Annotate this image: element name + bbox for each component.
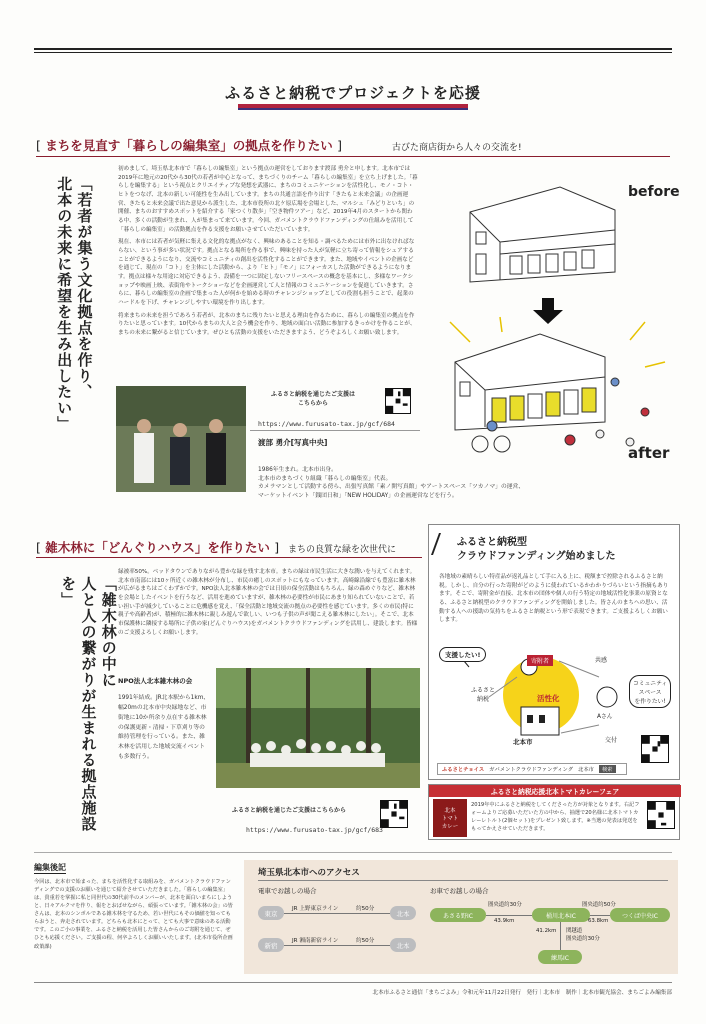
- city-search-label: 北本市: [578, 767, 594, 773]
- team-photo: [116, 386, 246, 492]
- person-bio: [258, 466, 678, 501]
- section1-paragraph: 初めまして。埼玉県北本市で「暮らしの編集室」という拠点の運営をしております渡部 勇介と申します。北本市では2019年に地元の20代から30代の若者が中心となって、まちづくりのチーム「暮らしの編集室」を立ち上げました。「暮らしを編集する」という視点とクリエイティブな発想を武器に、まちのコミュニケーションを活性化し、モノ・コト・ヒトをつなげ、北本の新しい可能性を生み出しています。まちの共通言語を作り出す「きたもと未来会議」の企画運営、きたもと未来会議で出た意見から派生した、北本市役所の北ケ原広場を会場とした、マルシェ「みどりといち」の開催、まちのおすすめスポットを紹介する「家つくり散歩」「空き物件ツアー」など、2019年4月のスタートから関わる中、多くの活動が生まれ、人が集まって来ています。今回、ガバメントクラウドファンディングの仕組みを活用して「暮らしの編集室」の活動拠点を作る支援をお願いさせていただいています。: [118, 166, 418, 233]
- page-title: ふるさと納税でプロジェクトを応援: [225, 84, 481, 102]
- section1-body: [118, 165, 418, 375]
- tomato-curry-image: 北本 トマト カレー: [433, 799, 467, 837]
- before-after-illustration: [440, 172, 680, 472]
- section1-url[interactable]: https://www.furusato-tax.jp/gcf/684: [258, 420, 395, 428]
- qr-code-tomato[interactable]: [647, 801, 675, 829]
- section2-catchphrase: [58, 576, 119, 836]
- activation-label: 活性化: [537, 694, 560, 703]
- car-line: [590, 915, 610, 916]
- grant-label: 交付: [605, 737, 618, 744]
- before-label: before: [628, 184, 680, 200]
- crowdfunding-box: [428, 524, 680, 780]
- qr-code-683[interactable]: [380, 800, 408, 828]
- car-time-right: 圏央道約50分: [582, 902, 616, 908]
- title-underline-navy: [238, 108, 468, 110]
- furusato-label: ふるさと 納税: [471, 687, 496, 703]
- section2-heading: [36, 538, 279, 556]
- qr-code-684[interactable]: [385, 388, 411, 414]
- route-line: [284, 945, 390, 946]
- community-bubble: コミュニティ スペース を作りたい!: [629, 675, 671, 708]
- section2-support-text: ふるさと納税を通じたご支援はこちらから: [232, 807, 347, 814]
- donor-label: 寄附者: [527, 655, 553, 666]
- section2-url[interactable]: https://www.furusato-tax.jp/gcf/683: [246, 826, 383, 834]
- top-rule-thin: [34, 52, 672, 53]
- train-line-1: JR 上野東京ライン: [292, 906, 339, 912]
- close-bracket: ]: [274, 540, 280, 555]
- ic-akiruno: あさる野IC: [430, 908, 486, 922]
- close-bracket: ]: [337, 138, 343, 153]
- crowdfunding-title-2: クラウドファンディング始めました: [457, 551, 616, 562]
- access-rule: [258, 880, 668, 881]
- section2-subheading: まちの良質な緑を次世代に: [288, 545, 397, 555]
- station-kitamoto: 北本: [390, 938, 416, 952]
- section1-heading-text: まちを見直す「暮らしの編集室」の拠点を作りたい: [45, 138, 333, 153]
- section2-body: 緑被率50%。ベッドタウンでありながら豊かな緑を残す北本市。まちの緑は市民生活に大きな潤いを与えてくれます。北本市南部には10ヶ所近くの雑木林が分布し、市民の癒しのスポットにもなっています。高崎線沿線でも豊富に雑木林が広がるまちはごくわずかです。NPO法人北本雑木林の会では日頃の保全活動はもちろん、緑の森めぐりなど、雑木林を会場としたイベントを行うなど、活用を進めていますが、雑木林の必要性が市民にあまり知られていないことで、若い担い手が減少していることに危機感を覚え、「保全活動と地域交流の拠点の必要性を感じています。多くの市民(特に親子や高齢者)が、積極的に雑木林に親しみ遊んで欲しい、いつも子供の声が聞こえる雑木林にしたい」。そこで、北本市保護林に隣接する場所に子供の家(どんぐりハウス)をガバメントクラウドファンディングを活用し、建設します。皆様のご支援よろしくお願いします。: [118, 569, 418, 636]
- editor-body: 今回は、北本市で始まった、まちを活性化する取組みを、ガバメントクラウドファンディングでの支援のお願いを通じて紹介させていただきました。「暮らしの編集室」は、貴重若を掌握に私と同世代の30代前半のメンバーが、北本を面白いまちにしようと、日々アルクマを作り、報をとおばせながら、頑張っています。「雑木林の会」の皆さんは、北本のシンボルである雑木林を守るため、若い世代にもその価値を知ってもらおうと、奔走されています。どちらも北本にとって、とても大事で意味のある活動です。このご小の事業を、ふるさと納税を活用した皆さんからのご寄附を通じて、ぜひとも応援ください。ご支援の程、何卒よろしくお願いいたします。(北本市役所企画政策課): [34, 879, 233, 950]
- section2-rule: [36, 557, 422, 558]
- train-time-1: 約50分: [356, 906, 375, 912]
- empathy-label: 共感: [595, 657, 608, 664]
- footer-text: 北本市ふるさと通信「まちごよみ」令和元年11月22日発行 発行｜北本市 制作｜北本市観光協会、まちごよみ編集部: [372, 990, 672, 996]
- section1-divider: [250, 430, 420, 431]
- train-line-2: JR 湘南新宿ライン: [292, 938, 339, 944]
- bio-line: カメラマンとして活動する傍ら、出張写真館「素ノ開写真館」やアートスペース「ツカノマ」の運営、: [258, 484, 525, 491]
- footer-rule: [34, 982, 672, 983]
- choice-label: ふるさとチョイス: [442, 767, 485, 773]
- open-bracket: [: [36, 138, 41, 153]
- bio-line: マーケットイベント「銭団日和」「NEW HOLIDAY」の企画運営などを行う。: [258, 493, 458, 500]
- npo-name: NPO法人北本雑木林の会: [118, 677, 193, 685]
- car-time-left: 圏央道約30分: [488, 902, 522, 908]
- bio-line: 1986年生まれ。北本市出身。: [258, 467, 337, 473]
- catch-line1: 「雑木林の中に: [99, 576, 118, 688]
- car-label: お車でお越しの場合: [430, 887, 489, 895]
- train-time-2: 約50分: [356, 938, 375, 944]
- catch-line2: 人と人の繋がりが生まれる拠点施設を」: [59, 576, 98, 832]
- section1-heading: [36, 136, 342, 154]
- section1-subheading: 古びた商店街から人々の交流を!: [392, 143, 522, 153]
- ic-tsukuba-chuo: つくば中央IC: [610, 908, 670, 922]
- crowdfunding-body: 各地域の素晴らしい特産品が返礼品として手に入る上に、税額まで控除されるふるさと納税。しかし、自分の行った寄附がどのように使われているかわかりづらいという指摘もあります。そこで、寄附金が直接、北本市の団体や個人の行う特定の地域活性化事業の原資となる、ふるさと納税型のクラウドファンディングを開始しました。皆さんのまちへの思い、活動する人への援助の気持ちをふるさと納税という形で表現できます。ご支援よろしくお願いします。: [439, 574, 669, 624]
- ic-okegawa-kitamoto: 桶川北本IC: [532, 908, 590, 922]
- catch-line1: 「若者が集う文化拠点を作り、: [75, 176, 94, 400]
- catch-line2: 北本の未来に希望を生み出したい」: [55, 176, 74, 432]
- car-line: [486, 915, 532, 916]
- after-label: after: [628, 444, 670, 462]
- person-a-label: Aさん: [597, 714, 613, 720]
- station-tokyo: 東京: [258, 906, 284, 920]
- person-name: 渡部 勇介[写真中央]: [258, 438, 328, 447]
- car-route-bottom: 関越道 圏央道約30分: [566, 928, 600, 942]
- tomato-title: ふるさと納税応援北本トマトカレーフェア: [429, 785, 681, 797]
- qr-code-choice[interactable]: [641, 735, 669, 763]
- section1-paragraph: 現在、本市には若者が気軽に集える文化的な拠点がなく、興味のあることを知る・調べるためには市外に出なければならない、という事が多い状況です。拠点となる場所を作る事で、興味を持った人が気軽に立ち寄って情報をシェアすることができるようになり、交流やコミュニティの創出を活性化することができます。また、地域やイベントの企画などを通じて、現在の「コト」を主体にした活動から、より「ヒト」「モノ」にフォーカスした活動ができるようになります。拠点は様々な用途に対応できるよう、設備を一つに固定しないフリースペースの概念を基本にし、多様なワークショップや映画上映、表街角やトークショーなどを企画運営して人と情報のコミュニケーションを促進していきます。さらに、暮らしの編集室の企画で集まった人が何かを始める時のチャレンジショップとしての役割も担うことで、起業のハードルを下げ、チャレンジしやすい環境を作り出します。: [118, 239, 415, 306]
- support-bubble: 支援したい!: [439, 647, 486, 662]
- quote-mark: [431, 533, 451, 555]
- npo-info: 1991年結成。JR北本駅から1km、幅20mの北本市中央緑地など、市街地に10か所余り点在する雑木林の保護更新・清掃・下草刈り等の維持管理を行っている。また、雑木林を活用した地域交流イベントも多数行う。: [118, 695, 210, 761]
- bottom-rule: [34, 852, 672, 853]
- section1-paragraph: 将来まちの未来を担うであろう若者が、北本のまちに残りたいと思える理由を作るために、暮らしの編集室の拠点を作りたいと思っています。10代からまちの大人と会う機会を作り、地域の面白い活動に参加するきっかけを作ることが、まちの未来に繋がると信じています。ぜひとも活動の支援をいただきますよう、どうぞよろしくお願い致します。: [118, 312, 416, 336]
- access-title: 埼玉県北本市へのアクセス: [258, 868, 360, 878]
- train-label: 電車でお越しの場合: [258, 887, 317, 895]
- top-rule: [34, 48, 672, 50]
- tomato-box: [428, 784, 680, 840]
- access-box: [244, 860, 678, 974]
- gcf-label: ガバメントクラウドファンディング: [489, 767, 574, 773]
- section1-rule: [36, 156, 670, 157]
- route-line: [284, 913, 390, 914]
- car-dist-right: 63.8km: [588, 918, 609, 924]
- city-label: 北本市: [513, 738, 533, 746]
- bio-line: 北本市のまちづくり組織「暮らしの編集室」代表。: [258, 475, 392, 482]
- choice-search-bar[interactable]: [437, 763, 627, 775]
- search-button[interactable]: 検索: [599, 765, 616, 773]
- ic-nerima: 練馬IC: [538, 950, 582, 964]
- section1-catchphrase: [54, 176, 95, 432]
- station-kitamoto: 北本: [390, 906, 416, 920]
- car-dist-bottom: 41.2km: [536, 928, 557, 934]
- section2-heading-text: 雑木林に「どんぐりハウス」を作りたい: [45, 540, 270, 555]
- editor-title: 編集後記: [34, 863, 66, 872]
- station-shinjuku: 新宿: [258, 938, 284, 952]
- forest-photo: [216, 668, 420, 788]
- car-dist-left: 43.9km: [494, 918, 515, 924]
- car-line-vertical: [560, 922, 561, 950]
- open-bracket: [: [36, 540, 41, 555]
- crowdfunding-title-1: ふるさと納税型: [457, 537, 527, 548]
- tomato-body: 2019年中にふるさと納税をしてくださった方が対象となります。右記フォームよりご応募いただいた方の中から、抽選で20名様に北本トマトカレーレトルト(2個セット)をプレゼント致します。※当選の発表は発送をもってかえさせていただきます。: [471, 802, 640, 833]
- section1-support-text: ふるさと納税を通じたご支援は こちらから: [270, 391, 355, 407]
